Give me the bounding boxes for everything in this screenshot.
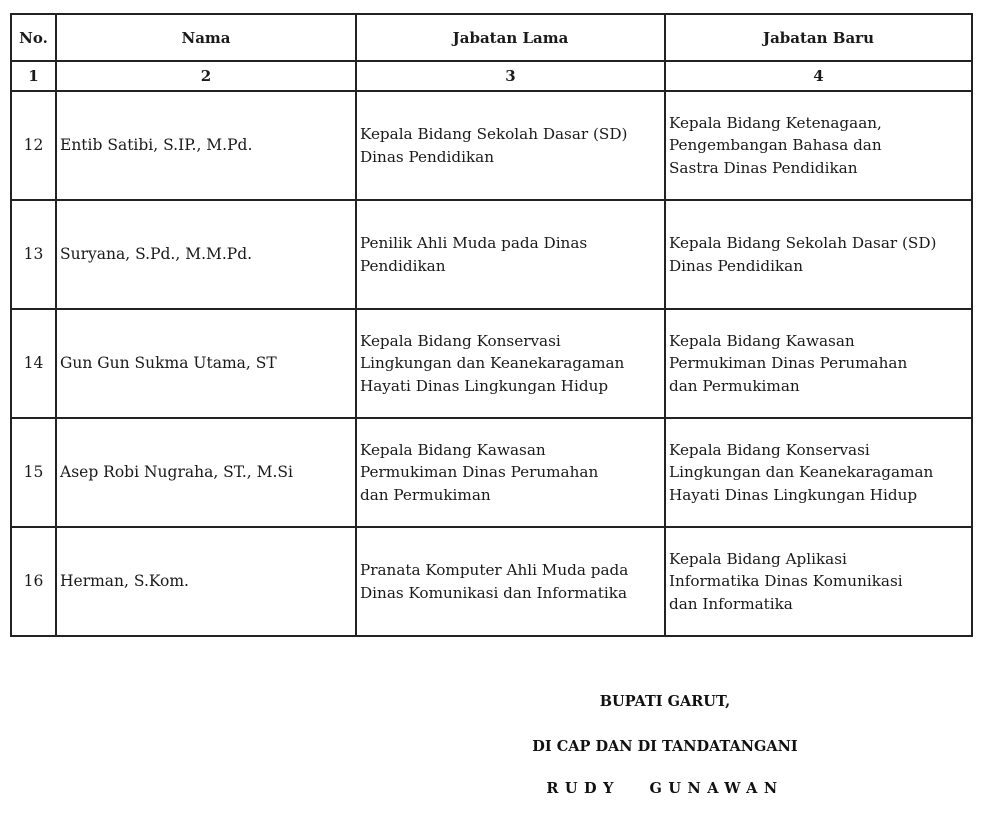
table-row [11,527,972,636]
header-no: No. [11,14,56,61]
header-row [11,14,972,61]
new-position-line: Hayati Dinas Lingkungan Hidup [669,485,918,504]
old-position-line: Dinas Komunikasi dan Informatika [360,583,627,602]
old-position-line: Lingkungan dan Keanekaragaman [360,354,625,373]
new-position [665,309,972,418]
row-number: 15 [11,418,56,527]
new-position-line: Kepala Bidang Ketenagaan, [669,113,882,132]
table-row [11,200,972,309]
new-position [665,527,972,636]
row-number: 12 [11,91,56,200]
column-number: 4 [665,61,972,91]
new-position-line: dan Permukiman [669,376,800,395]
new-position-line: Permukiman Dinas Perumahan [669,354,908,373]
new-position-line: Kepala Bidang Kawasan [669,331,855,350]
old-position [356,200,665,309]
new-position-line: Pengembangan Bahasa dan [669,136,882,155]
mutation-table [10,13,973,637]
new-position-line: Sastra Dinas Pendidikan [669,158,858,177]
old-position [356,527,665,636]
new-position [665,200,972,309]
old-position-line: Hayati Dinas Lingkungan Hidup [360,376,609,395]
new-position-line: Dinas Pendidikan [669,256,803,275]
signature-title: BUPATI GARUT, [599,693,731,710]
new-position-line: Kepala Bidang Konservasi [669,440,870,459]
new-position-line: dan Informatika [669,594,793,613]
signature-note: DI CAP DAN DI TANDATANGANI [532,738,798,755]
new-position [665,418,972,527]
old-position-line: Dinas Pendidikan [360,147,494,166]
row-number: 13 [11,200,56,309]
old-position-line: Pranata Komputer Ahli Muda pada [360,561,629,579]
new-position-line: Lingkungan dan Keanekaragaman [669,463,934,482]
old-position-line: Kepala Bidang Konservasi [360,331,561,350]
table-row [11,309,972,418]
signature-name: RUDY GUNAWAN [546,780,784,797]
employee-name: Suryana, S.Pd., M.M.Pd. [56,200,356,309]
table-row [11,418,972,527]
table-row [11,91,972,200]
employee-name: Gun Gun Sukma Utama, ST [56,309,356,418]
old-position [356,91,665,200]
old-position-line: Kepala Bidang Sekolah Dasar (SD) [360,125,628,143]
column-number: 2 [56,61,356,91]
employee-name: Herman, S.Kom. [56,527,356,636]
old-position-line: Permukiman Dinas Perumahan [360,463,599,482]
old-position-line: Kepala Bidang Kawasan [360,440,546,459]
header-nama: Nama [56,14,356,61]
row-number: 16 [11,527,56,636]
new-position [665,91,972,200]
old-position [356,418,665,527]
old-position-line: dan Permukiman [360,485,491,504]
old-position-line: Pendidikan [360,256,446,275]
row-number: 14 [11,309,56,418]
new-position-line: Informatika Dinas Komunikasi [669,572,903,591]
column-number-row [11,61,972,91]
header-jabatan-lama: Jabatan Lama [356,14,665,61]
employee-name: Asep Robi Nugraha, ST., M.Si [56,418,356,527]
new-position-line: Kepala Bidang Sekolah Dasar (SD) [669,234,937,252]
old-position-line: Penilik Ahli Muda pada Dinas [360,234,588,252]
header-jabatan-baru: Jabatan Baru [665,14,972,61]
table-body [11,91,972,636]
employee-name: Entib Satibi, S.IP., M.Pd. [56,91,356,200]
column-number: 3 [356,61,665,91]
column-number: 1 [11,61,56,91]
new-position-line: Kepala Bidang Aplikasi [669,549,847,568]
old-position [356,309,665,418]
